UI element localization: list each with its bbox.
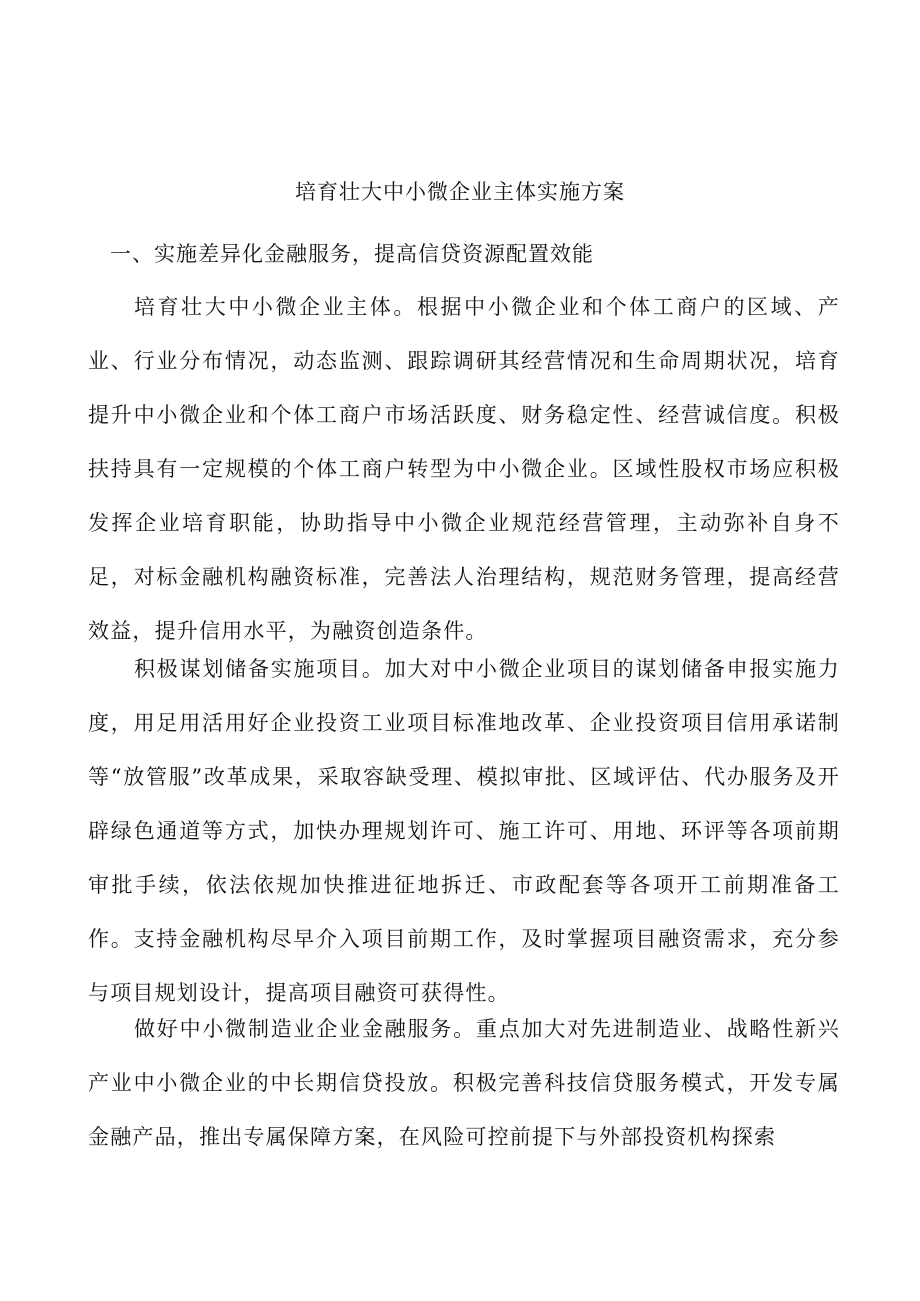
section-heading: 一、实施差异化金融服务，提高信贷资源配置效能 (110, 242, 594, 266)
paragraph-3: 做好中小微制造业企业金融服务。重点加大对先进制造业、战略性新兴产业中小微企业的中长期信贷投放。积极完善科技信贷服务模式，开发专属金融产品，推出专属保障方案，在风险可控前提下与外部投资机构探索 (88, 1017, 840, 1149)
paragraph-2: 积极谋划储备实施项目。加大对中小微企业项目的谋划储备申报实施力度，用足用活用好企业投资工业项目标准地改革、企业投资项目信用承诺制等“放管服”改革成果，采取容缺受理、模拟审批、区域评估、代办服务及开辟绿色通道等方式，加快办理规划许可、施工许可、用地、环评等各项前期审批手续，依法依规加快推进征地拆迁、市政配套等各项开工前期准备工作。支持金融机构尽早介入项目前期工作，及时掌握项目融资需求，充分参与项目规划设计，提高项目融资可获得性。 (88, 657, 840, 1005)
paragraph-1: 培育壮大中小微企业主体。根据中小微企业和个体工商户的区域、产业、行业分布情况，动态监测、跟踪调研其经营情况和生命周期状况，培育提升中小微企业和个体工商户市场活跃度、财务稳定性、经营诚信度。积极扶持具有一定规模的个体工商户转型为中小微企业。区域性股权市场应积极发挥企业培育职能，协助指导中小微企业规范经营管理，主动弥补自身不足，对标金融机构融资标准，完善法人治理结构，规范财务管理，提高经营效益，提升信用水平，为融资创造条件。 (88, 295, 840, 643)
document-title: 培育壮大中小微企业主体实施方案 (295, 180, 625, 204)
